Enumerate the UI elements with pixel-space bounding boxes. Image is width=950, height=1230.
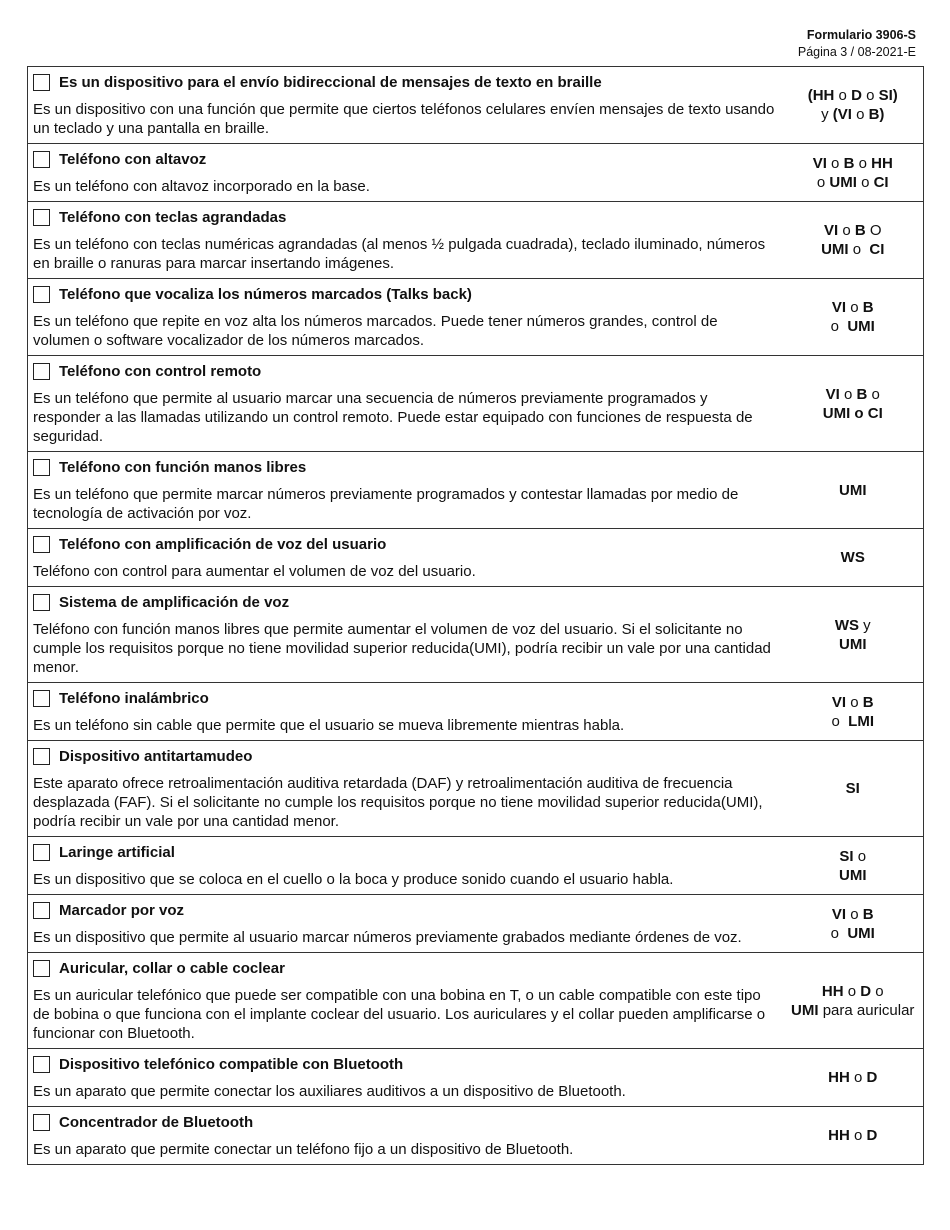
eligibility-code-segment: o	[849, 1069, 867, 1086]
eligibility-code-line	[783, 173, 924, 192]
eligibility-code-segment: B	[856, 385, 868, 403]
equipment-row	[28, 837, 924, 895]
equipment-checkbox[interactable]	[33, 536, 50, 553]
eligibility-code-segment: D	[860, 982, 872, 1000]
eligibility-code-line	[783, 385, 924, 404]
eligibility-code-cell	[783, 279, 924, 356]
equipment-title: Marcador por voz	[59, 901, 185, 919]
equipment-description-cell	[28, 895, 783, 953]
equipment-title: Concentrador de Bluetooth	[59, 1113, 254, 1131]
equipment-description-cell	[28, 67, 783, 144]
equipment-description: Es un dispositivo que se coloca en el cuello o la boca y produce sonido cuando el usuario habla.	[33, 871, 674, 888]
eligibility-code-segment: HH	[871, 154, 893, 172]
eligibility-code-cell	[783, 67, 924, 144]
eligibility-code-segment: VI	[812, 154, 827, 172]
eligibility-code-segment: HH	[821, 982, 844, 1000]
eligibility-code-segment: UMI o CI	[822, 404, 883, 422]
equipment-title: Teléfono que vocaliza los números marcados (Talks back)	[59, 285, 472, 303]
page-info: Página 3 / 08-2021-E	[797, 45, 916, 59]
equipment-row	[28, 452, 924, 529]
equipment-description-cell	[28, 356, 783, 452]
eligibility-code-line	[783, 635, 924, 654]
equipment-description-cell	[28, 837, 783, 895]
equipment-description-cell	[28, 452, 783, 529]
eligibility-code-segment: o	[861, 87, 879, 104]
eligibility-code-line	[783, 86, 924, 105]
eligibility-code-segment: UMI	[847, 924, 875, 942]
eligibility-code-segment: WS	[840, 549, 865, 566]
equipment-description-cell	[28, 953, 783, 1049]
eligibility-code-cell	[783, 144, 924, 202]
eligibility-code-segment: o	[851, 106, 869, 123]
equipment-checkbox[interactable]	[33, 1114, 50, 1131]
eligibility-code-segment: o	[843, 982, 861, 1000]
equipment-row	[28, 356, 924, 452]
eligibility-code-line	[783, 481, 924, 500]
eligibility-code-segment: B	[862, 299, 874, 316]
eligibility-code-segment: o	[853, 847, 867, 865]
eligibility-code-segment: UMI	[839, 481, 867, 499]
eligibility-code-segment: HH	[828, 1127, 850, 1144]
equipment-title: Teléfono con altavoz	[59, 150, 207, 168]
equipment-description-cell	[28, 741, 783, 837]
equipment-row	[28, 741, 924, 837]
equipment-title: Dispositivo antitartamudeo	[59, 747, 253, 765]
eligibility-code-line	[783, 779, 924, 798]
eligibility-code-segment: (VI	[832, 106, 852, 123]
eligibility-code-cell	[783, 587, 924, 683]
eligibility-code-segment: VI	[831, 693, 847, 711]
equipment-title: Teléfono con función manos libres	[59, 458, 307, 476]
eligibility-code-segment: o	[838, 222, 855, 239]
equipment-description: Es un teléfono que permite al usuario marcar una secuencia de números previamente programados y responder a las llamadas utilizando un control remoto. Puede estar equipado con funciones de respuesta de seguridad.	[33, 390, 753, 445]
eligibility-code-line	[783, 693, 924, 712]
equipment-description: Es un aparato que permite conectar un teléfono fijo a un dispositivo de Bluetooth.	[33, 1141, 574, 1158]
eligibility-code-cell	[783, 953, 924, 1049]
eligibility-code-cell	[783, 356, 924, 452]
equipment-description: Es un teléfono que permite marcar números previamente programados y contestar llamadas por medio de tecnología de activación por voz.	[33, 486, 739, 522]
equipment-description: Teléfono con función manos libres que permite aumentar el volumen de voz del usuario. Si el solicitante no cumple los requisitos porque no tiene movilidad superior reducida(UMI), podría recibir un vale por una cantidad menor.	[33, 621, 771, 676]
equipment-checkbox[interactable]	[33, 74, 50, 91]
eligibility-code-segment: UMI	[839, 866, 867, 884]
eligibility-code-segment: D	[866, 1127, 878, 1144]
equipment-title: Laringe artificial	[59, 843, 175, 861]
eligibility-code-segment: VI	[823, 222, 839, 239]
equipment-row	[28, 683, 924, 741]
eligibility-code-line	[783, 240, 924, 259]
eligibility-code-segment: o	[831, 712, 849, 730]
eligibility-code-line	[783, 317, 924, 336]
eligibility-code-segment: o	[849, 1127, 867, 1144]
equipment-description: Este aparato ofrece retroalimentación auditiva retardada (DAF) y retroalimentación auditiva de frecuencia desplazada (FAF). Si el solicitante no cumple los requisitos porque no tiene movilidad superior reducida(UMI), podría recibir un vale por una cantidad menor.	[33, 775, 763, 830]
eligibility-code-segment: UMI	[829, 173, 857, 191]
eligibility-code-line	[783, 847, 924, 866]
equipment-checkbox[interactable]	[33, 459, 50, 476]
eligibility-code-segment: O	[865, 222, 882, 239]
eligibility-code-segment: B	[862, 905, 874, 923]
eligibility-code-segment: SI)	[878, 87, 898, 104]
eligibility-code-segment: o	[856, 173, 874, 191]
eligibility-code-segment: B	[843, 154, 855, 172]
eligibility-code-line	[783, 905, 924, 924]
eligibility-code-cell	[783, 895, 924, 953]
eligibility-code-cell	[783, 452, 924, 529]
eligibility-code-line	[783, 221, 924, 240]
eligibility-code-segment: B	[854, 222, 866, 239]
equipment-title: Sistema de amplificación de voz	[59, 593, 290, 611]
equipment-description: Es un dispositivo que permite al usuario marcar números previamente grabados mediante órdenes de voz.	[33, 929, 742, 946]
eligibility-code-segment: SI	[845, 780, 860, 797]
eligibility-code-line	[783, 866, 924, 885]
equipment-checkbox[interactable]	[33, 1056, 50, 1073]
equipment-description-cell	[28, 683, 783, 741]
equipment-description-cell	[28, 529, 783, 587]
eligibility-code-segment: VI	[825, 385, 840, 403]
eligibility-code-line	[783, 105, 924, 124]
eligibility-code-segment: D	[851, 87, 862, 104]
eligibility-code-segment: HH	[828, 1069, 850, 1086]
equipment-checkbox[interactable]	[33, 748, 50, 765]
equipment-title: Auricular, collar o cable coclear	[59, 959, 285, 977]
eligibility-code-segment: UMI	[791, 1001, 819, 1019]
eligibility-code-segment: VI	[831, 299, 847, 316]
equipment-description-cell	[28, 1107, 783, 1165]
eligibility-code-segment: CI	[869, 241, 885, 258]
eligibility-code-segment: o	[834, 87, 852, 104]
equipment-row	[28, 202, 924, 279]
eligibility-code-segment: B)	[868, 106, 885, 123]
equipment-description: Teléfono con control para aumentar el volumen de voz del usuario.	[33, 563, 476, 580]
equipment-checkbox[interactable]	[33, 151, 50, 168]
eligibility-code-cell	[783, 741, 924, 837]
equipment-description-cell	[28, 587, 783, 683]
eligibility-code-segment: (HH	[807, 87, 835, 104]
eligibility-code-segment: o	[830, 318, 848, 335]
equipment-table-body	[28, 67, 924, 1165]
eligibility-code-segment: UMI	[839, 635, 867, 653]
equipment-checkbox[interactable]	[33, 286, 50, 303]
equipment-row	[28, 953, 924, 1049]
form-number: Formulario 3906-S	[806, 28, 916, 42]
eligibility-code-segment: o	[867, 385, 880, 403]
eligibility-code-segment: o	[846, 905, 863, 923]
eligibility-code-line	[783, 924, 924, 943]
eligibility-code-cell	[783, 1107, 924, 1165]
equipment-description-cell	[28, 202, 783, 279]
eligibility-code-line	[783, 982, 924, 1001]
equipment-description: Es un teléfono con altavoz incorporado en la base.	[33, 178, 370, 195]
equipment-row	[28, 279, 924, 356]
equipment-row	[28, 529, 924, 587]
equipment-checkbox[interactable]	[33, 594, 50, 611]
equipment-table	[27, 66, 924, 1165]
eligibility-code-line	[783, 616, 924, 635]
equipment-description-cell	[28, 279, 783, 356]
equipment-title: Teléfono con teclas agrandadas	[59, 208, 287, 226]
equipment-checkbox[interactable]	[33, 960, 50, 977]
equipment-description-cell	[28, 1049, 783, 1107]
eligibility-code-segment: o	[854, 154, 872, 172]
equipment-description: Es un dispositivo con una función que permite que ciertos teléfonos celulares envíen mensajes de texto usando un teclado y una pantalla en braille.	[33, 101, 775, 137]
equipment-description: Es un teléfono sin cable que permite que el usuario se mueva libremente mientras habla.	[33, 717, 625, 734]
equipment-row	[28, 67, 924, 144]
eligibility-code-segment: o	[826, 154, 844, 172]
equipment-title: Teléfono inalámbrico	[59, 689, 209, 707]
equipment-description-cell	[28, 144, 783, 202]
eligibility-code-segment: SI	[839, 847, 854, 865]
eligibility-code-line	[783, 298, 924, 317]
eligibility-code-segment: UMI	[847, 318, 875, 335]
eligibility-code-segment: CI	[873, 173, 889, 191]
eligibility-code-segment: o	[816, 173, 830, 191]
form-header	[798, 27, 916, 61]
eligibility-code-line	[783, 1068, 924, 1087]
equipment-checkbox[interactable]	[33, 690, 50, 707]
eligibility-code-line	[783, 1126, 924, 1145]
equipment-checkbox[interactable]	[33, 844, 50, 861]
eligibility-code-cell	[783, 529, 924, 587]
eligibility-code-segment: B	[862, 693, 874, 711]
eligibility-code-segment: LMI	[848, 712, 874, 730]
eligibility-code-segment: o	[830, 924, 848, 942]
eligibility-code-cell	[783, 683, 924, 741]
eligibility-code-segment: D	[866, 1069, 878, 1086]
eligibility-code-segment: o	[848, 241, 870, 258]
eligibility-code-cell	[783, 202, 924, 279]
eligibility-code-line	[783, 404, 924, 423]
eligibility-code-segment: o	[846, 693, 863, 711]
eligibility-code-segment: o	[846, 299, 863, 316]
equipment-row	[28, 587, 924, 683]
equipment-checkbox[interactable]	[33, 363, 50, 380]
equipment-title: Dispositivo telefónico compatible con Bluetooth	[59, 1055, 404, 1073]
equipment-row	[28, 1107, 924, 1165]
equipment-row	[28, 1049, 924, 1107]
equipment-description: Es un teléfono que repite en voz alta los números marcados. Puede tener números grandes, control de volumen o software vocalizador de los números marcados.	[33, 313, 718, 349]
equipment-row	[28, 895, 924, 953]
eligibility-code-line	[783, 154, 924, 173]
eligibility-code-segment: y	[859, 616, 871, 634]
eligibility-code-cell	[783, 1049, 924, 1107]
equipment-title: Es un dispositivo para el envío bidireccional de mensajes de texto en braille	[59, 73, 602, 91]
eligibility-code-line	[783, 712, 924, 731]
eligibility-code-segment: VI	[831, 905, 847, 923]
equipment-row	[28, 144, 924, 202]
eligibility-code-line	[783, 1001, 924, 1020]
eligibility-code-segment: UMI	[821, 241, 849, 258]
equipment-checkbox[interactable]	[33, 902, 50, 919]
eligibility-code-segment: para auricular	[818, 1001, 915, 1019]
equipment-description: Es un aparato que permite conectar los auxiliares auditivos a un dispositivo de Bluetooth.	[33, 1083, 626, 1100]
eligibility-code-segment: y	[821, 106, 833, 123]
equipment-checkbox[interactable]	[33, 209, 50, 226]
equipment-title: Teléfono con control remoto	[59, 362, 262, 380]
equipment-description: Es un auricular telefónico que puede ser compatible con una bobina en T, o un cable compatible con este tipo de bobina o que funciona con el implante coclear del usuario. Los auriculares y el collar pueden amplificarse o funcionar con Bluetooth.	[33, 987, 766, 1042]
equipment-description: Es un teléfono con teclas numéricas agrandadas (al menos ½ pulgada cuadrada), teclado iluminado, números en braille o ranuras para marcar insertando imágenes.	[33, 236, 766, 272]
eligibility-code-segment: o	[871, 982, 884, 1000]
eligibility-code-segment: WS	[834, 616, 859, 634]
equipment-title: Teléfono con amplificación de voz del usuario	[59, 535, 387, 553]
eligibility-code-segment: o	[839, 385, 857, 403]
eligibility-code-cell	[783, 837, 924, 895]
eligibility-code-line	[783, 548, 924, 567]
